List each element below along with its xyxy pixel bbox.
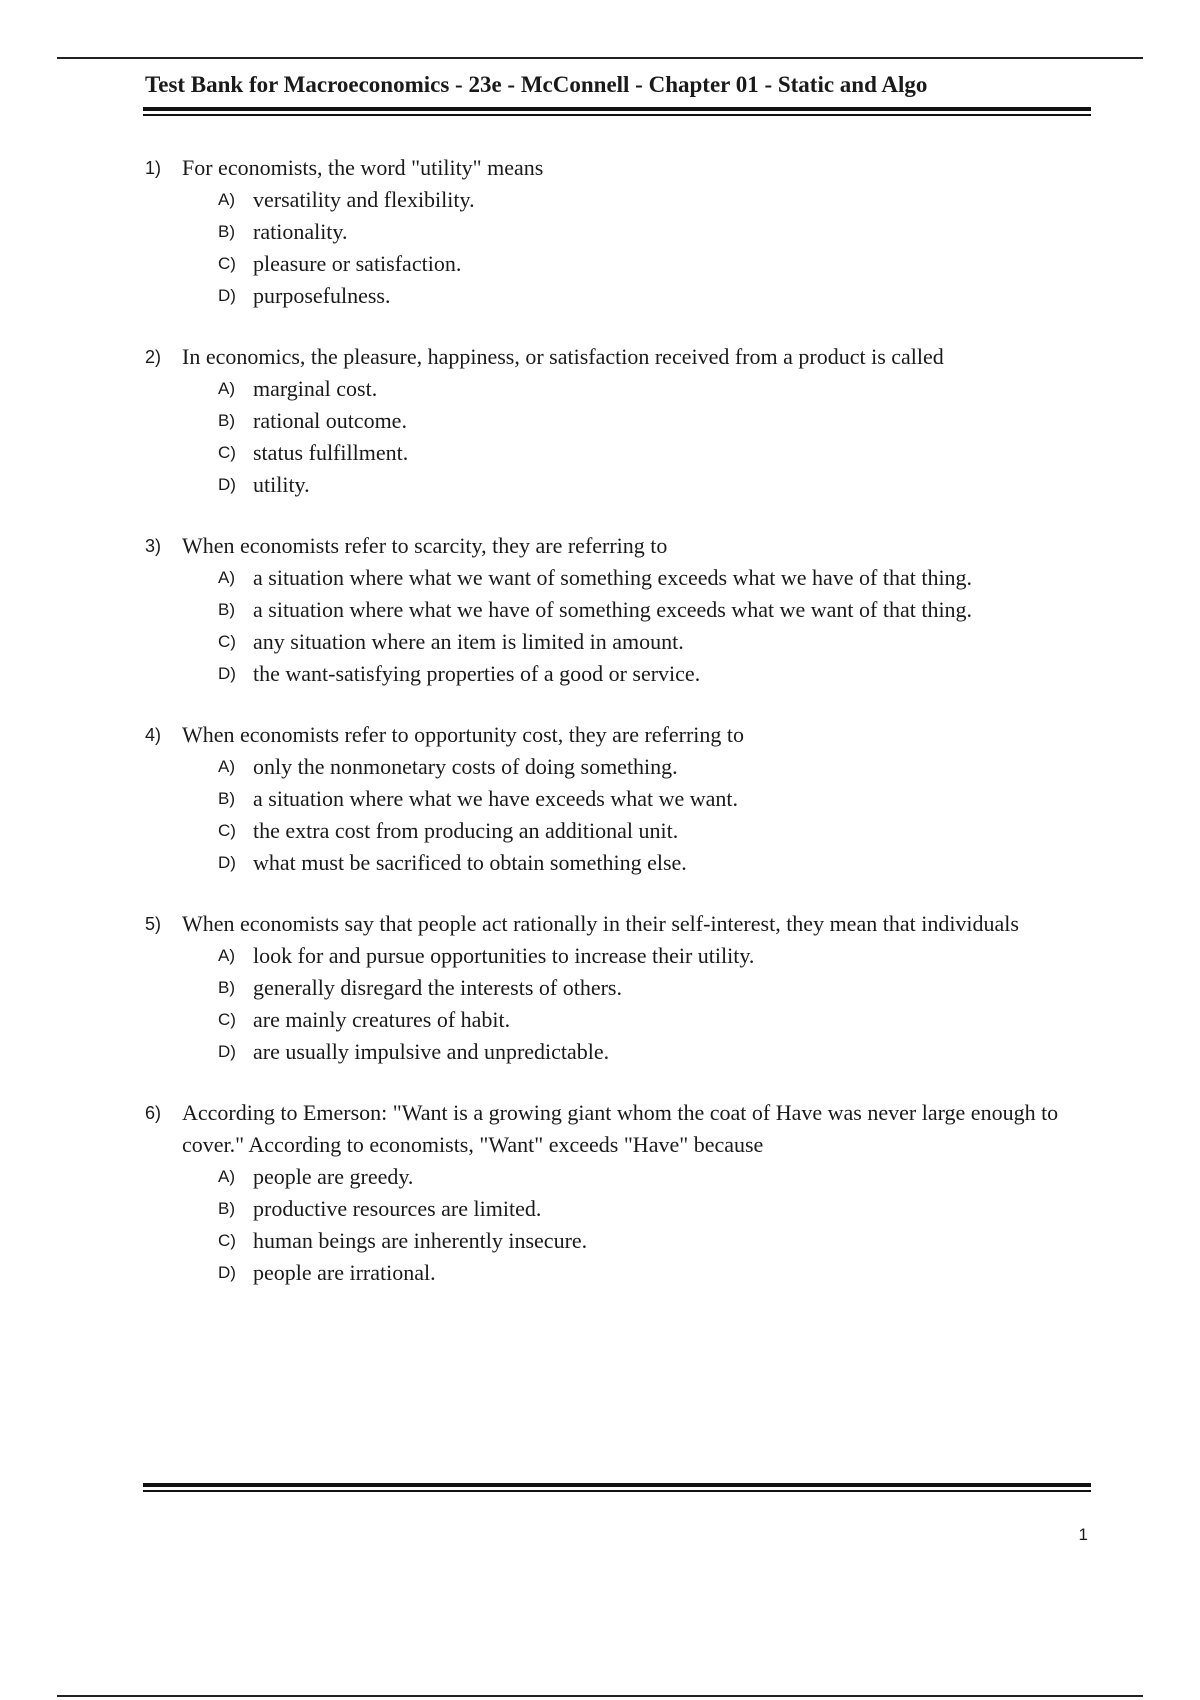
question-number: 1) [145, 158, 162, 178]
question-text: When economists refer to opportunity cost, they are referring to [182, 722, 745, 747]
option-letter: B) [218, 1199, 235, 1218]
page-bottom-border [57, 1695, 1143, 1697]
option-text: rational outcome. [253, 408, 407, 433]
option-letter: C) [218, 821, 236, 840]
option-letter: B) [218, 222, 235, 241]
option-text: generally disregard the interests of others. [253, 975, 622, 1000]
answer-option [145, 437, 1075, 469]
answer-options [145, 1161, 1075, 1289]
question-number: 3) [145, 536, 162, 556]
option-text: a situation where what we have of something exceeds what we want of that thing. [253, 597, 973, 622]
option-text: status fulfillment. [253, 440, 409, 465]
option-text: only the nonmonetary costs of doing something. [253, 754, 678, 779]
question-item [145, 341, 1075, 501]
question-list [145, 152, 1075, 1318]
option-text: purposefulness. [253, 283, 391, 308]
question-item [145, 719, 1075, 879]
option-letter: A) [218, 946, 235, 965]
option-text: the extra cost from producing an additional unit. [253, 818, 679, 843]
answer-option [145, 184, 1075, 216]
answer-option [145, 1161, 1075, 1193]
question-text: When economists refer to scarcity, they are referring to [182, 533, 668, 558]
option-letter: C) [218, 1010, 236, 1029]
header-double-rule [143, 107, 1091, 118]
option-letter: D) [218, 1042, 236, 1061]
option-letter: B) [218, 789, 235, 808]
option-letter: D) [218, 475, 236, 494]
option-text: marginal cost. [253, 376, 378, 401]
option-letter: A) [218, 190, 235, 209]
answer-option [145, 847, 1075, 879]
answer-option [145, 815, 1075, 847]
question-number: 2) [145, 347, 162, 367]
option-letter: D) [218, 1263, 236, 1282]
answer-option [145, 751, 1075, 783]
option-letter: A) [218, 1167, 235, 1186]
answer-option [145, 940, 1075, 972]
answer-option [145, 783, 1075, 815]
option-text: versatility and flexibility. [253, 187, 475, 212]
answer-options [145, 184, 1075, 312]
option-letter: C) [218, 443, 236, 462]
answer-option [145, 280, 1075, 312]
option-letter: D) [218, 853, 236, 872]
answer-option [145, 405, 1075, 437]
answer-options [145, 373, 1075, 501]
option-letter: D) [218, 664, 236, 683]
header-title: Test Bank for Macroeconomics - 23e - McConnell - Chapter 01 - Static and Algo [145, 72, 928, 97]
option-letter: C) [218, 254, 236, 273]
option-letter: C) [218, 1231, 236, 1250]
option-letter: C) [218, 632, 236, 651]
option-text: are mainly creatures of habit. [253, 1007, 511, 1032]
answer-options [145, 751, 1075, 879]
option-text: any situation where an item is limited in amount. [253, 629, 684, 654]
answer-option [145, 658, 1075, 690]
answer-option [145, 1225, 1075, 1257]
option-text: productive resources are limited. [253, 1196, 542, 1221]
option-letter: D) [218, 286, 236, 305]
answer-option [145, 972, 1075, 1004]
question-item [145, 908, 1075, 1068]
answer-option [145, 248, 1075, 280]
page-number: 1 [1078, 1525, 1088, 1544]
option-text: human beings are inherently insecure. [253, 1228, 588, 1253]
answer-option [145, 1193, 1075, 1225]
option-letter: B) [218, 600, 235, 619]
option-text: people are irrational. [253, 1260, 436, 1285]
answer-option [145, 373, 1075, 405]
answer-option [145, 469, 1075, 501]
answer-option [145, 216, 1075, 248]
answer-options [145, 562, 1075, 690]
answer-option [145, 626, 1075, 658]
answer-options [145, 940, 1075, 1068]
option-text: pleasure or satisfaction. [253, 251, 462, 276]
question-text: When economists say that people act rationally in their self-interest, they mean that individuals [182, 911, 1019, 936]
option-letter: B) [218, 978, 235, 997]
answer-option [145, 1004, 1075, 1036]
answer-option [145, 1036, 1075, 1068]
answer-option [145, 562, 1075, 594]
question-number: 4) [145, 725, 162, 745]
question-number: 6) [145, 1103, 162, 1123]
question-text: According to Emerson: "Want is a growing giant whom the coat of Have was never large enough to cover." According to economists, "Want" exceeds "Have" because [182, 1100, 1059, 1157]
answer-option [145, 1257, 1075, 1289]
question-item [145, 152, 1075, 312]
option-text: utility. [253, 472, 310, 497]
option-text: a situation where what we want of something exceeds what we have of that thing. [253, 565, 973, 590]
question-text: In economics, the pleasure, happiness, or satisfaction received from a product is called [182, 344, 944, 369]
option-text: a situation where what we have exceeds what we want. [253, 786, 739, 811]
page-top-border [57, 57, 1143, 59]
option-letter: A) [218, 568, 235, 587]
question-text: For economists, the word "utility" means [182, 155, 544, 180]
option-letter: B) [218, 411, 235, 430]
option-text: are usually impulsive and unpredictable. [253, 1039, 610, 1064]
footer-double-rule [143, 1483, 1091, 1494]
option-letter: A) [218, 379, 235, 398]
question-item [145, 530, 1075, 690]
option-text: look for and pursue opportunities to increase their utility. [253, 943, 755, 968]
option-text: people are greedy. [253, 1164, 414, 1189]
question-number: 5) [145, 914, 162, 934]
answer-option [145, 594, 1075, 626]
option-text: what must be sacrificed to obtain something else. [253, 850, 687, 875]
option-text: the want-satisfying properties of a good or service. [253, 661, 701, 686]
option-text: rationality. [253, 219, 348, 244]
option-letter: A) [218, 757, 235, 776]
question-item [145, 1097, 1075, 1289]
